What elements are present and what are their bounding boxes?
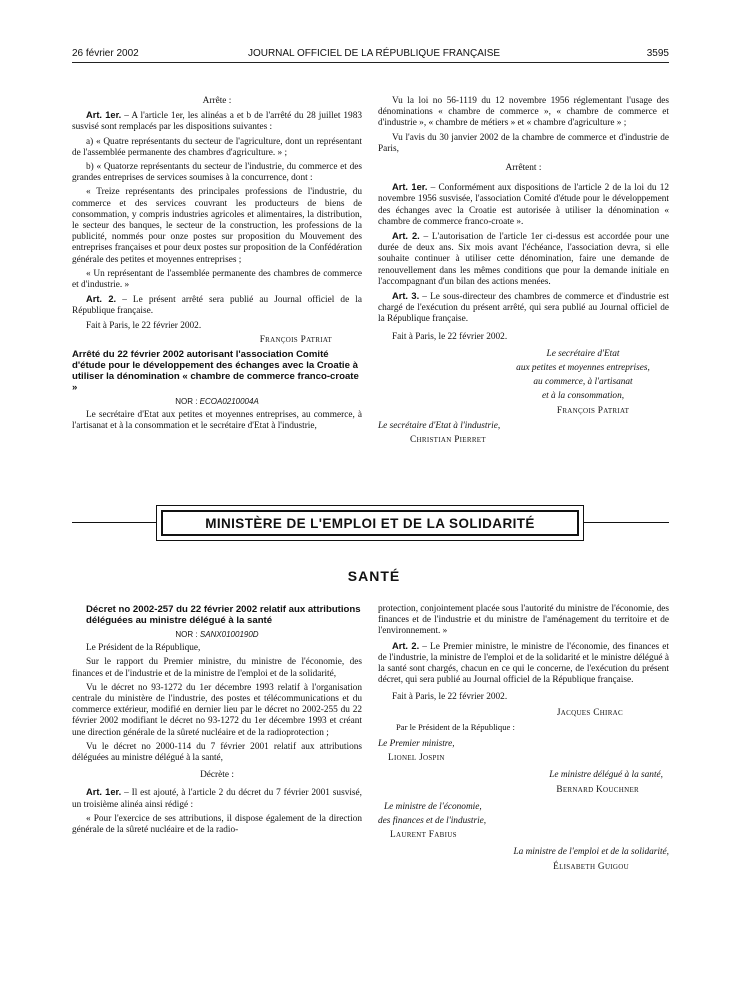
- header-rule: [72, 62, 669, 63]
- decrete: Décrète :: [200, 770, 234, 781]
- ministre-economie-title-2: des finances et de l'industrie,: [378, 816, 487, 827]
- sig1-name: François Patriat: [556, 405, 630, 416]
- article-1-heading: Art. 1er.: [86, 110, 122, 121]
- premier-ministre-name: Lionel Jospin: [388, 753, 445, 764]
- bottom-right-column: [378, 604, 669, 876]
- ministry-heading: MINISTÈRE DE L'EMPLOI ET DE LA SOLIDARITÉ: [161, 510, 579, 536]
- decret-article-2-heading: Art. 2.: [392, 640, 420, 651]
- top-left-column: [72, 96, 362, 436]
- nor-label: NOR :: [175, 397, 200, 407]
- vu-decret-2000: Vu le décret no 2000-114 du 7 février 2001 relatif aux attributions déléguées au ministre délégué à la santé,: [72, 741, 362, 764]
- paragraph-b: b) « Quatorze représentants du secteur de l'industrie, du commerce et des grandes entreprises de services soumises à la concurrence, dont :: [72, 162, 362, 184]
- paragraph-treize: « Treize représentants des principales professions de l'industrie, du commerce et des services couvrant les producteurs de biens de consommation, y compris industries agricoles et alimentaires, la distribution, le secteur des banques, le secteur de la construction, les professions de la publicité, nommés pour onze postes sur proposition du Mouvement des entreprises françaises et pour deux postes sur proposition de la Confédération générale des petites et moyennes entreprises ;: [72, 187, 362, 265]
- decret-title: Décret no 2002-257 du 22 février 2002 relatif aux attributions déléguées au ministre délégué à la santé: [86, 604, 361, 626]
- article-1-paragraph: [72, 110, 362, 133]
- premier-ministre-title: Le Premier ministre,: [378, 739, 455, 750]
- article-1-text: – A l'article 1er, les alinéas a et b de l'arrêté du 28 juillet 1983 susvisé sont remplacés par les dispositions suivantes :: [72, 111, 362, 133]
- ministry-rule-right: [584, 522, 669, 523]
- par-le-president: Par le Président de la République :: [396, 721, 515, 732]
- header-page-number: 3595: [646, 48, 669, 59]
- article-3-text-right: – Le sous-directeur des chambres de commerce et d'industrie est chargé de l'exécution du présent arrêté, qui sera publié au Journal officiel de la République française.: [378, 292, 669, 325]
- decret-article-2: [378, 641, 669, 687]
- article-1-heading-right: Art. 1er.: [392, 182, 428, 193]
- arrete-title: Arrêté du 22 février 2002 autorisant l'association Comité d'étude pour le développement des échanges avec la Croatie à utiliser la dénomination « chambre de commerce franco-croate »: [72, 349, 359, 394]
- article-1-text-right: – Conformément aux dispositions de l'article 2 de la loi du 12 novembre 1956 susvisée, l'association Comité d'étude pour le développement des échanges avec la Croatie est autorisée à utiliser la dénomination « chambre de commerce franco-croate ».: [378, 183, 669, 227]
- top-right-column: [378, 96, 669, 449]
- sur-rapport: Sur le rapport du Premier ministre, du ministre de l'économie, des finances et de l'industrie et de la ministre de l'emploi et de la solidarité,: [72, 657, 362, 679]
- header-journal-title: JOURNAL OFFICIEL DE LA RÉPUBLIQUE FRANÇAISE: [247, 48, 501, 59]
- bottom-left-column: [72, 604, 362, 839]
- decret-article-1-heading: Art. 1er.: [86, 787, 122, 798]
- paragraph-un: « Un représentant de l'assemblée permanente des chambres de commerce et d'industrie. »: [72, 268, 362, 291]
- sig2-title: Le secrétaire d'Etat à l'industrie,: [378, 420, 501, 431]
- ministre-sante-name: Bernard Kouchner: [556, 784, 639, 795]
- article-2-heading-right: Art. 2.: [392, 231, 420, 242]
- sig2-name: Christian Pierret: [410, 435, 486, 446]
- decret-fait-a-paris: Fait à Paris, le 22 février 2002.: [392, 692, 508, 703]
- nor-reference: [72, 396, 362, 407]
- signature-block-patriat: [488, 349, 678, 417]
- ministre-emploi-title: La ministre de l'emploi et de la solidarité,: [513, 847, 669, 858]
- article-3-heading-right: Art. 3.: [392, 291, 420, 302]
- decret-quote: « Pour l'exercice de ses attributions, il dispose également de la direction générale de la sûreté nucléaire et de la radio-: [72, 813, 362, 836]
- article-2-paragraph-right: [378, 231, 669, 288]
- sig1-line1: Le secrétaire d'Etat: [546, 348, 620, 359]
- decret-nor-label: NOR :: [175, 630, 200, 639]
- article-2-text-right: – L'autorisation de l'article 1er ci-dessus est accordée pour une durée de deux ans. Six mois avant l'échéance, l'association devra, si elle souhaite continuer à utiliser cette dénomination, faire une demande de renouvellement dans les mêmes conditions que pour la demande initiale en l'accompagnant d'un bilan des actions menées.: [378, 232, 669, 287]
- signature-chirac: Jacques Chirac: [556, 707, 623, 718]
- decret-article-1-text: – Il est ajouté, à l'article 2 du décret du 7 février 2001 susvisé, un troisième alinéa ainsi rédigé :: [72, 788, 362, 810]
- arretent: Arrêtent :: [505, 163, 542, 174]
- sig1-line2: aux petites et moyennes entreprises,: [516, 363, 650, 374]
- president-line: Le Président de la République,: [86, 643, 201, 654]
- article-2-text: – Le présent arrêté sera publié au Journal officiel de la République française.: [72, 295, 362, 317]
- signature-patriat: François Patriat: [259, 334, 332, 345]
- header-date: 26 février 2002: [72, 48, 139, 59]
- ministre-sante-title: Le ministre délégué à la santé,: [549, 770, 663, 781]
- section-heading-sante: SANTÉ: [347, 568, 401, 584]
- sig1-line4: et à la consommation,: [541, 391, 625, 402]
- article-1-paragraph-right: [378, 182, 669, 228]
- ministre-emploi-name: Élisabeth Guigou: [553, 861, 629, 872]
- decret-nor-code: SANX0100190D: [199, 630, 259, 639]
- decret-nor: [72, 629, 362, 640]
- ministre-economie-title-1: Le ministre de l'économie,: [384, 801, 482, 812]
- article-2-paragraph: [72, 294, 362, 317]
- article-2-heading: Art. 2.: [86, 294, 117, 305]
- nor-code: ECOA0210004A: [199, 397, 259, 407]
- sig1-line3: au commerce, à l'artisanat: [533, 377, 633, 388]
- article-3-paragraph-right: [378, 291, 669, 326]
- vu-loi: Vu la loi no 56-1119 du 12 novembre 1956 réglementant l'usage des dénominations « chambre de commerce », « chambre de commerce et d'industrie », « chambre de métiers » et « chambre d'agriculture » ;: [378, 96, 669, 129]
- ministry-rule-left: [72, 522, 156, 523]
- decret-article-1: [72, 787, 362, 810]
- decret-article-2-text: – Le Premier ministre, le ministre de l'économie, des finances et de l'industrie, la ministre de l'emploi et de la solidarité et le ministre délégué à la santé sont chargés, chacun en ce qui le concerne, de l'exécution du présent décret, qui sera publié au Journal officiel de la République française.: [378, 641, 669, 686]
- fait-a-paris-right: Fait à Paris, le 22 février 2002.: [392, 331, 508, 342]
- arrete-intro-2: Le secrétaire d'Etat aux petites et moyennes entreprises, au commerce, à l'artisanat et à la consommation et le secrétaire d'Etat à l'industrie,: [72, 410, 362, 432]
- vu-avis: Vu l'avis du 30 janvier 2002 de la chambre de commerce et d'industrie de Paris,: [378, 132, 669, 154]
- paragraph-a: a) « Quatre représentants du secteur de l'agriculture, dont un représentant de l'assemblée permanente des chambres d'agriculture. » ;: [72, 136, 362, 158]
- arrete-intro: Arrête :: [202, 96, 232, 106]
- ministre-economie-name: Laurent Fabius: [390, 830, 457, 841]
- quote-continuation: protection, conjointement placée sous l'autorité du ministre de l'économie, des finances et de l'industrie et du ministre de l'aménagement du territoire et de l'environnement. »: [378, 604, 669, 637]
- vu-decret-93: Vu le décret no 93-1272 du 1er décembre 1993 relatif à l'organisation centrale du ministère de l'industrie, des postes et télécommunications et du commerce extérieur, modifié en dernier lieu par le décret no 2002-255 du 22 février 2002 modifiant le décret no 93-1272 du 1er décembre 1993 et créant une direction générale de la sûreté nucléaire et de la radioprotection ;: [72, 682, 362, 738]
- fait-a-paris: Fait à Paris, le 22 février 2002.: [86, 320, 202, 331]
